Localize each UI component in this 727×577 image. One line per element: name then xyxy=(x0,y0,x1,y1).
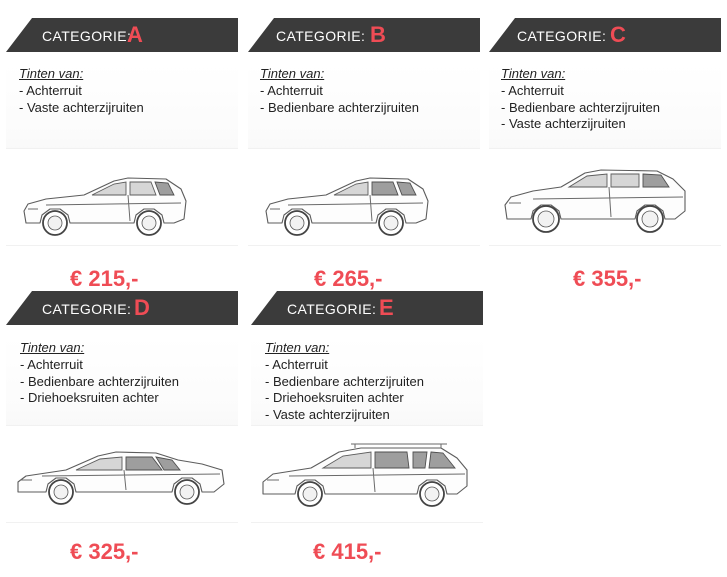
category-label: CATEGORIE: xyxy=(287,301,377,317)
feature-list xyxy=(20,357,179,407)
feature-item: - Bedienbare achterzijruiten xyxy=(501,100,660,117)
feature-list xyxy=(260,83,419,116)
feature-list xyxy=(265,357,424,423)
price: € 325,- xyxy=(70,539,139,564)
category-letter: E xyxy=(379,295,394,320)
feature-item: - Vaste achterzijruiten xyxy=(501,116,660,133)
station-wagon-icon xyxy=(251,426,483,522)
category-letter: D xyxy=(134,295,150,320)
car-image-area xyxy=(6,148,238,246)
feature-item: - Achterruit xyxy=(260,83,419,100)
category-label: CATEGORIE: xyxy=(517,28,607,44)
feature-list xyxy=(19,83,144,116)
price: € 215,- xyxy=(70,266,139,291)
feature-item: - Achterruit xyxy=(20,357,179,374)
price: € 265,- xyxy=(314,266,383,291)
hatchback-icon xyxy=(248,149,480,245)
hatchback-icon xyxy=(6,149,238,245)
feature-item: - Bedienbare achterzijruiten xyxy=(260,100,419,117)
category-card-b xyxy=(248,18,480,301)
category-card-a xyxy=(6,18,238,301)
tinten-label: Tinten van: xyxy=(19,66,84,81)
tinten-label: Tinten van: xyxy=(20,340,85,355)
tinten-label: Tinten van: xyxy=(260,66,325,81)
car-image-area xyxy=(489,148,721,246)
feature-item: - Vaste achterzijruiten xyxy=(265,407,424,424)
feature-item: - Bedienbare achterzijruiten xyxy=(20,374,179,391)
category-label: CATEGORIE: xyxy=(42,28,132,44)
feature-item: - Achterruit xyxy=(19,83,144,100)
category-card-d xyxy=(6,291,238,574)
feature-item: - Driehoeksruiten achter xyxy=(265,390,424,407)
tinten-label: Tinten van: xyxy=(501,66,566,81)
car-image-area xyxy=(251,425,483,523)
category-letter: A xyxy=(127,22,143,47)
category-card-c xyxy=(489,18,721,301)
tinten-label: Tinten van: xyxy=(265,340,330,355)
feature-item: - Vaste achterzijruiten xyxy=(19,100,144,117)
category-card-e xyxy=(251,291,483,574)
feature-item: - Achterruit xyxy=(265,357,424,374)
feature-item: - Bedienbare achterzijruiten xyxy=(265,374,424,391)
feature-item: - Achterruit xyxy=(501,83,660,100)
car-image-area xyxy=(248,148,480,246)
price: € 415,- xyxy=(313,539,382,564)
feature-item: - Driehoeksruiten achter xyxy=(20,390,179,407)
feature-list xyxy=(501,83,660,133)
car-image-area xyxy=(6,425,238,523)
price: € 355,- xyxy=(573,266,642,291)
category-label: CATEGORIE: xyxy=(276,28,366,44)
category-letter: B xyxy=(370,22,386,47)
category-label: CATEGORIE: xyxy=(42,301,132,317)
category-letter: C xyxy=(610,22,626,47)
sedan-icon xyxy=(6,426,238,522)
suv-icon xyxy=(489,149,721,245)
